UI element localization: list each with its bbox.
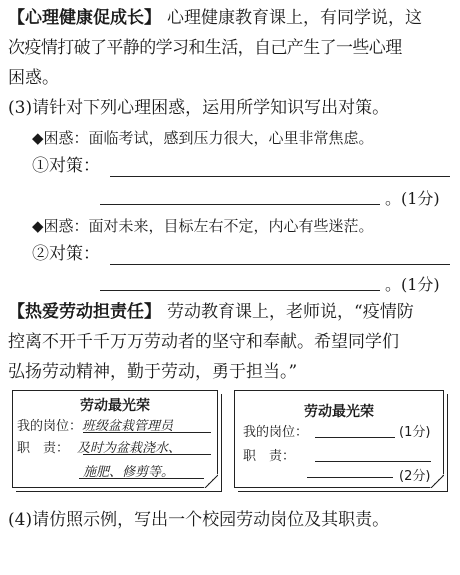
example-duty-value1: 及时为盆栽浇水、 bbox=[77, 441, 182, 456]
answer-duty-score: (2分) bbox=[399, 469, 431, 484]
example-post-underline bbox=[83, 432, 211, 433]
section2-intro-line1: 劳动教育课上，老师说，“疫情防 bbox=[167, 302, 414, 322]
answer1-label: ①对策： bbox=[32, 156, 100, 176]
example-card-title: 劳动最光荣 bbox=[80, 398, 150, 414]
example-duty-label: 职 责： bbox=[17, 441, 70, 456]
example-duty-underline1 bbox=[83, 454, 211, 455]
answer-card-fold-corner bbox=[430, 474, 444, 488]
example-duty-underline2 bbox=[79, 478, 211, 479]
answer-post-score: (1分) bbox=[399, 425, 431, 440]
answer2-label: ②对策： bbox=[32, 244, 100, 264]
question4-prompt: (4)请仿照示例，写出一个校园劳动岗位及其职责。 bbox=[8, 510, 390, 530]
answer-card-title: 劳动最光荣 bbox=[304, 404, 374, 420]
section1-title: 【心理健康促成长】 bbox=[8, 8, 161, 28]
question3-prompt: (3)请针对下列心理困惑，运用所学知识写出对策。 bbox=[8, 98, 390, 118]
confusion2-text: ◆困惑：面对未来，目标左右不定，内心有些迷茫。 bbox=[32, 217, 374, 235]
example-card-fold-corner bbox=[204, 474, 218, 488]
section2-header-line bbox=[8, 302, 414, 322]
example-card bbox=[12, 390, 218, 488]
answer1-score: 。(1分) bbox=[385, 189, 440, 208]
section2-intro-line3: 弘扬劳动精神，勤于劳动，勇于担当。” bbox=[8, 362, 298, 382]
example-post-value: 班级盆栽管理员 bbox=[82, 419, 174, 434]
section1-intro-line1: 心理健康教育课上，有同学说，这 bbox=[167, 8, 422, 28]
answer2-score: 。(1分) bbox=[385, 275, 440, 294]
section1-intro-line3: 困惑。 bbox=[8, 68, 59, 88]
example-duty-value2: 施肥、修剪等。 bbox=[83, 465, 175, 480]
answer-post-label: 我的岗位： bbox=[243, 425, 309, 440]
answer-duty-blank2[interactable] bbox=[307, 477, 393, 478]
answer-post-blank[interactable] bbox=[315, 437, 395, 438]
answer1-blank-line2[interactable] bbox=[100, 204, 380, 205]
section2-title: 【热爱劳动担责任】 bbox=[8, 302, 161, 322]
section1-intro-line2: 次疫情打破了平静的学习和生活，自己产生了一些心理 bbox=[8, 38, 402, 58]
confusion1-text: ◆困惑：面临考试，感到压力很大，心里非常焦虑。 bbox=[32, 129, 374, 147]
section2-intro-line2: 控离不开千千万万劳动者的坚守和奉献。希望同学们 bbox=[8, 332, 399, 352]
example-post-label: 我的岗位： bbox=[17, 419, 83, 434]
answer2-blank-line1[interactable] bbox=[110, 264, 450, 265]
answer-duty-label: 职 责： bbox=[243, 449, 296, 464]
answer-card bbox=[234, 390, 444, 488]
section1-header-line bbox=[8, 8, 422, 28]
answer2-blank-line2[interactable] bbox=[100, 290, 380, 291]
answer-duty-blank1[interactable] bbox=[315, 461, 431, 462]
answer1-blank-line1[interactable] bbox=[110, 176, 450, 177]
